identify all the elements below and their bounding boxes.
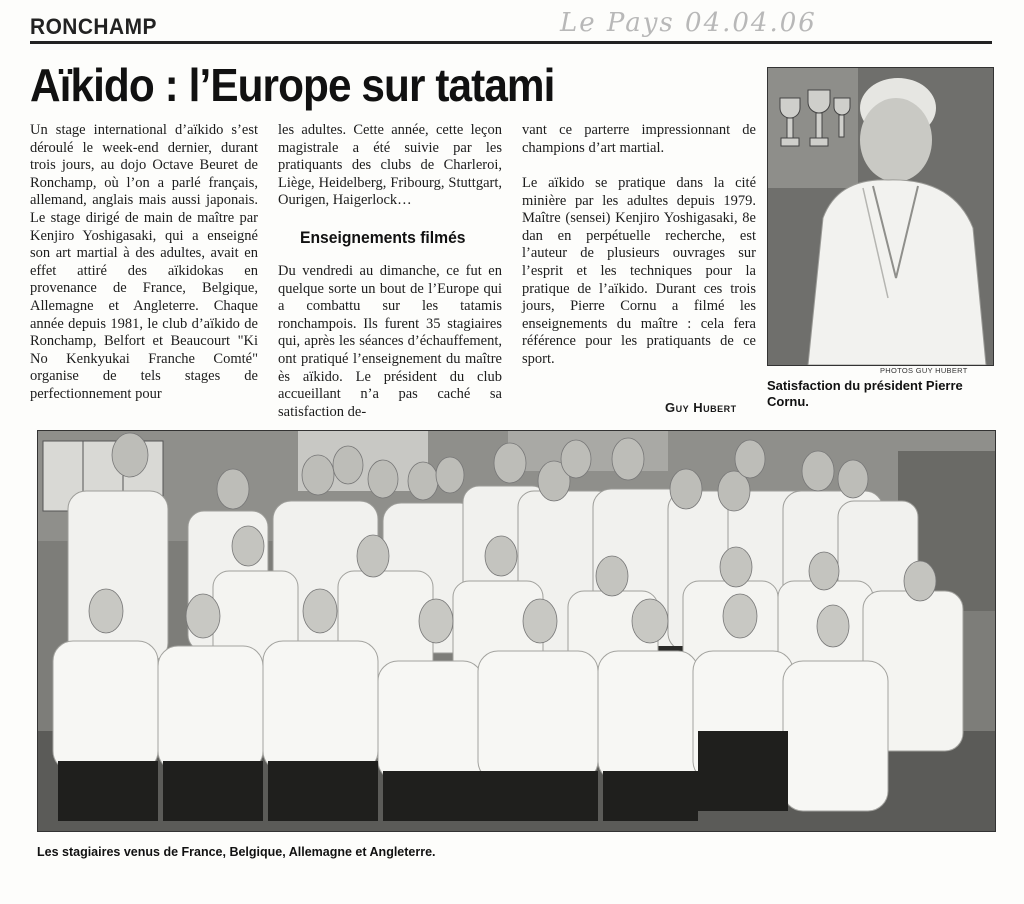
section-rubric: RONCHAMP [30,14,157,39]
group-caption: Les stagiaires venus de France, Belgique, Allemagne et Angleterre. [37,845,436,859]
group-photo [37,430,996,832]
handwritten-date-note: Le Pays 04.04.06 [560,8,817,38]
photo-credit: PHOTOS GUY HUBERT [880,366,968,375]
article-paragraph: Du vendredi au dimanche, ce fut en quelque sorte un bout de l’Europe qui a combattu sur les tatamis ronchampois. Ils furent 35 stagiaires qui, après les séances d’échauffement, ont pratiqué l’enseignement du maître ès aïkido. Le président du club accueillant n’a pas caché sa satisfaction de- [278,263,502,420]
article-column-3-continued [522,175,756,369]
group-photo-illustration [38,431,995,831]
article-column-2 [278,122,502,210]
article-column-2-continued [278,263,502,421]
portrait-caption: Satisfaction du président Pierre Cornu. [767,378,963,409]
header-rule [30,41,992,44]
article-subheading: Enseignements filmés [300,229,466,247]
article-paragraph: Le aïkido se pratique dans la cité minière par les adultes depuis 1979. Maître (sensei) Kenjiro Yoshigasaki, 8e dan en perpétuelle recherche, est l’auteur de plusieurs ouvrages sur l’esprit et les techniques pour la pratique de l’aïkido. Durant ces trois jours, Pierre Cornu a filmé les enseignements du maître : cela fera référence pour les pratiquants de ce sport. [522,175,756,367]
article-paragraph: Un stage international d’aïkido s’est déroulé le week-end dernier, durant trois jours, au dojo Octave Beuret de Ronchamp, où l’on a parlé français, allemand, anglais mais aussi japonais. Le stage dirigé de main de maître par Kenjiro Yoshigasaki, qui a enseigné son art martial à des adultes, avait en effet attiré des aïkidokas en provenance de France, Belgique, Allemagne et Angleterre. Chaque année depuis 1981, le club d’aïkido de Ronchamp, Belfort et Beaucourt "Ki No Kenkyukai Franche Comté" organise de tels stages de perfectionnement pour [30,122,258,402]
article-byline: Guy Hubert [665,400,737,415]
portrait-illustration [768,68,993,365]
article-headline: Aïkido : l’Europe sur tatami [30,59,555,111]
article-column-1 [30,122,258,404]
article-paragraph: vant ce parterre impressionnant de champions d’art martial. [522,122,756,156]
article-paragraph: les adultes. Cette année, cette leçon magistrale a été suivie par les pratiquants des clubs de Charleroi, Liège, Heidelberg, Fribourg, Stuttgart, Ourigen, Haigerlock… [278,122,502,209]
portrait-photo [767,67,994,366]
article-column-3 [522,122,756,157]
